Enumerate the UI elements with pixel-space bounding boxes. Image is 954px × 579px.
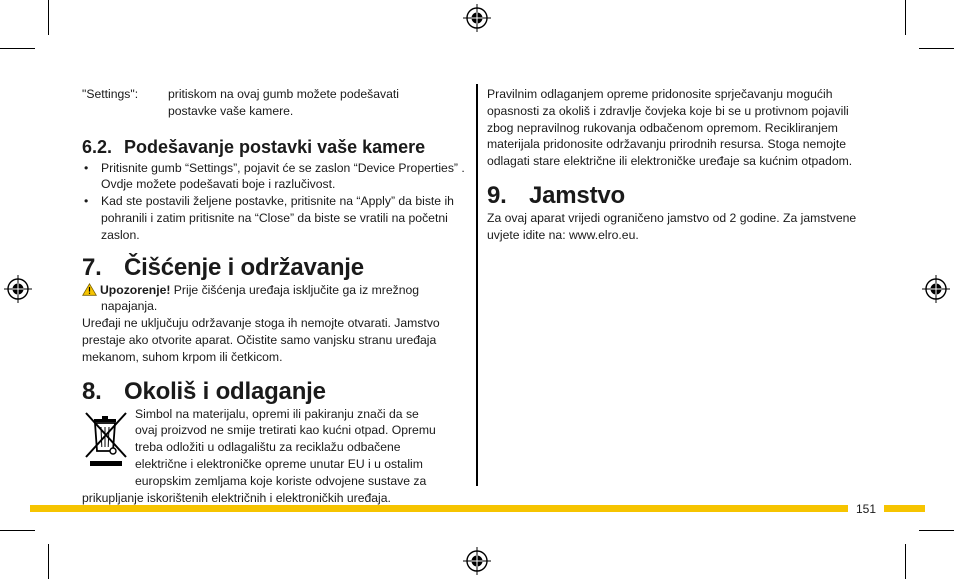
section-9-heading <box>487 182 877 210</box>
section-6-2-heading <box>82 136 466 158</box>
settings-term: "Settings": <box>82 87 139 101</box>
environment-line: ovaj proizvod ne smije tretirati kao kućni otpad. Opremu <box>135 423 436 438</box>
crop-mark <box>919 48 954 49</box>
crossed-out-wheelie-bin-icon <box>82 410 130 468</box>
section-title: Podešavanje postavki vaše kamere <box>124 136 426 157</box>
section-number: 8. <box>82 377 102 405</box>
section-number: 6.2. <box>82 136 113 157</box>
column-divider <box>476 84 478 486</box>
list-item: • Pritisnite gumb “Settings”, pojavit će se zaslon “Device Properties” . Ovdje možete podešavati boje i razlučivost. <box>82 160 466 194</box>
section-6-2-list <box>82 160 466 244</box>
environment-line: prikupljanje iskorištenih električnih i elektroničkih uređaja. <box>82 490 391 505</box>
settings-description <box>168 86 466 120</box>
crop-mark <box>0 530 35 531</box>
crop-mark <box>905 0 906 35</box>
footer-accent-bar <box>30 505 848 512</box>
disposal-paragraph: Pravilnim odlaganjem opreme pridonosite sprječavanju mogućih opasnosti za okoliš i zdravlje čovjeka koje bi se u protivnom pojavili zbog nepravilnog rukovanja odbačenom opremom. Recikliranjem materijala pridonosite održavanju prirodnih resursa. Stoga nemojte odlagati stare električne ili elektroničke uređaje sa kućnim otpadom. <box>487 87 853 169</box>
section-title: Jamstvo <box>529 181 625 209</box>
warning-triangle-icon <box>82 283 97 296</box>
crop-mark <box>48 0 49 35</box>
registration-mark-icon <box>922 275 950 303</box>
right-column <box>487 86 877 244</box>
environment-line: treba odložiti u odlagalištu za reciklažu odbačene <box>135 440 401 455</box>
crop-mark <box>48 544 49 579</box>
section-7-paragraph: Uređaji ne uključuju održavanje stoga ih nemojte otvarati. Jamstvo prestaje ako otvorite aparat. Očistite samo vanjsku stranu uređaja mekanom, suhom krpom ili četkicom. <box>82 316 440 364</box>
section-7-heading <box>82 254 466 282</box>
section-8-heading <box>82 378 466 406</box>
section-number: 7. <box>82 253 102 281</box>
registration-mark-icon <box>4 275 32 303</box>
warning-label: Upozorenje! <box>100 282 171 297</box>
left-column <box>82 86 466 506</box>
environment-line: Simbol na materijalu, opremi ili pakiranju znači da se <box>135 406 419 421</box>
warranty-paragraph: Za ovaj aparat vrijedi ograničeno jamstvo od 2 godine. Za jamstvene uvjete idite na: www.elro.eu. <box>487 210 857 242</box>
footer-accent-bar <box>884 505 925 512</box>
warning-notice <box>82 282 466 316</box>
registration-mark-icon <box>463 547 491 575</box>
environment-block <box>82 406 466 507</box>
crop-mark <box>905 544 906 579</box>
warning-text: Prije čišćenja uređaja isključite ga iz mrežnog napajanja. <box>101 282 420 314</box>
page-number: 151 <box>856 502 877 516</box>
section-title: Čišćenje i održavanje <box>124 253 364 281</box>
environment-line: europskim zemljama koje koriste odvojene sustave za <box>135 473 427 488</box>
settings-definition <box>82 86 466 120</box>
settings-description-line: pritiskom na ovaj gumb možete podešavati <box>168 87 400 101</box>
settings-description-line: postavke vaše kamere. <box>168 103 294 118</box>
environment-line: električne i elektroničke opreme unutar EU i u ostalim <box>135 456 423 471</box>
registration-mark-icon <box>463 4 491 32</box>
section-number: 9. <box>487 181 507 209</box>
crop-mark <box>0 48 35 49</box>
crop-mark <box>919 530 954 531</box>
section-title: Okoliš i odlaganje <box>124 377 326 405</box>
list-item: • Kad ste postavili željene postavke, pritisnite na “Apply” da biste ih pohranili i zatim pritisnite na “Close” da biste se vratili na početni zaslon. <box>82 193 466 243</box>
